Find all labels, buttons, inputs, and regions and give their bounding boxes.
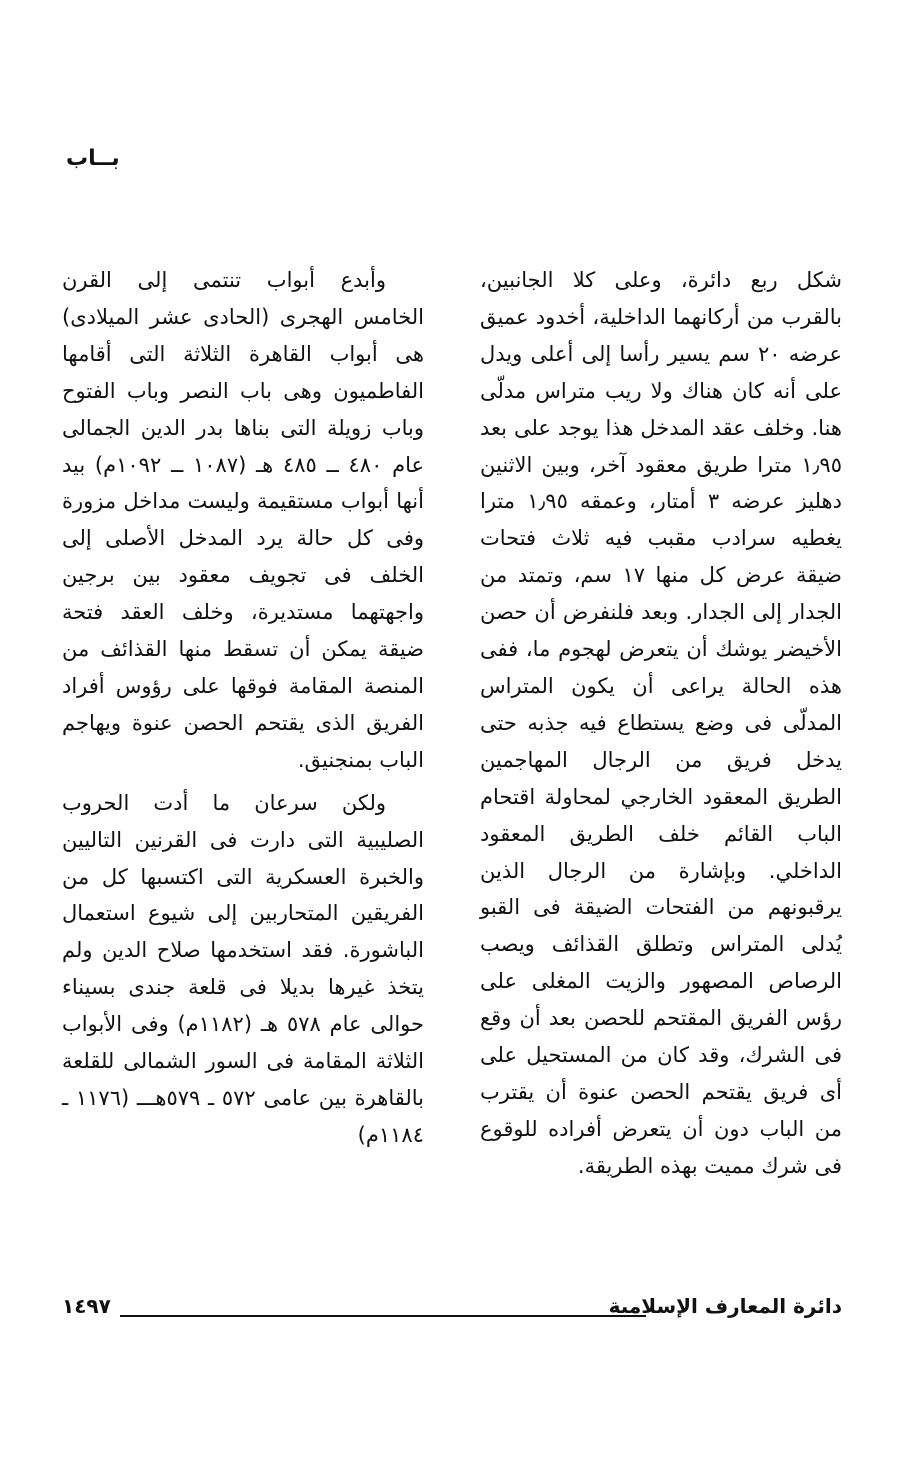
page-footer xyxy=(62,1294,842,1326)
paragraph: شكل ربع دائرة، وعلى كلا الجانبين، بالقرب من أركانهما الداخلية، أخدود عميق عرضه ٢٠ سم يسير رأسا إلى أعلى ويدل على أنه كان هناك ولا ريب متراس مدلّى هنا. وخلف عقد المدخل هذا يوجد على بعد ١٫٩٥ مترا طريق معقود آخر، وبين الاثنين دهليز عرضه ٣ أمتار، وعمقه ١٫٩٥ مترا يغطيه سرادب مقبب فيه ثلاث فتحات ضيقة عرض كل منها ١٧ سم، وتمتد من الجدار إلى الجدار. وبعد فلنفرض أن حصن الأخيضر يوشك أن يتعرض لهجوم ما، ففى هذه الحالة يراعى أن يكون المتراس المدلّى فى وضع يستطاع فيه جذبه حتى يدخل فريق من الرجال المهاجمين الطريق المعقود الخارجي لمحاولة اقتحام الباب القائم خلف الطريق المعقود الداخلي. وبإشارة من الرجال الذين يرقبونهم من الفتحات الضيقة فى القبو يُدلى المتراس وتطلق القذائف ويصب الرصاص المصهور والزيت المغلى على رؤس الفريق المقتحم للحصن بعد أن وقع فى الشرك، وقد كان من المستحيل على أى فريق يقتحم الحصن عنوة أن يقترب من الباب دون أن يتعرض أفراده للوقوع فى شرك مميت بهذه الطريقة. xyxy=(480,268,842,1178)
page-number: ١٤٩٧ xyxy=(62,1294,111,1318)
paragraph: ولكن سرعان ما أدت الحروب الصليبية التى دارت فى القرنين التاليين والخبرة العسكرية التى اكتسبها كل من الفريقين المتحاربين إلى شيوع استعمال الباشورة. فقد استخدمها صلاح الدين ولم يتخذ غيرها بديلا فى قلعة جندى بسيناء حوالى عام ٥٧٨ هـ (١١٨٢م) وفى الأبواب الثلاثة المقامة فى السور الشمالى للقلعة بالقاهرة بين عامى ٥٧٢ ـ ٥٧٩هـــ (١١٧٦ ـ ١١٨٤م) xyxy=(62,790,425,1147)
footer-rule xyxy=(120,1315,646,1317)
publication-title: دائرة المعارف الإسلامية xyxy=(608,1294,842,1318)
running-head: بــاب xyxy=(66,146,120,171)
text-column-right xyxy=(480,262,842,1185)
text-column-left xyxy=(62,262,424,1154)
paragraph: وأبدع أبواب تنتمى إلى القرن الخامس الهجرى (الحادى عشر الميلادى) هى أبواب القاهرة الثلاثة التى أقامها الفاطميون وهى باب النصر وباب الفتوح وباب زويلة التى بناها بدر الدين الجمالى عام ٤٨٠ ــ ٤٨٥ هـ (١٠٨٧ ــ ١٠٩٢م) بيد أنها أبواب مستقيمة وليست مداخل مزورة وفى كل حالة يرد المدخل الأصلى إلى الخلف فى تجويف معقود بين برجين واجهتهما مستديرة، وخلف العقد فتحة ضيقة يمكن أن تسقط منها القذائف من المنصة المقامة فوقها على رؤوس أفراد الفريق الذى يقتحم الحصن عنوة ويهاجم الباب بمنجنيق. xyxy=(62,268,425,772)
